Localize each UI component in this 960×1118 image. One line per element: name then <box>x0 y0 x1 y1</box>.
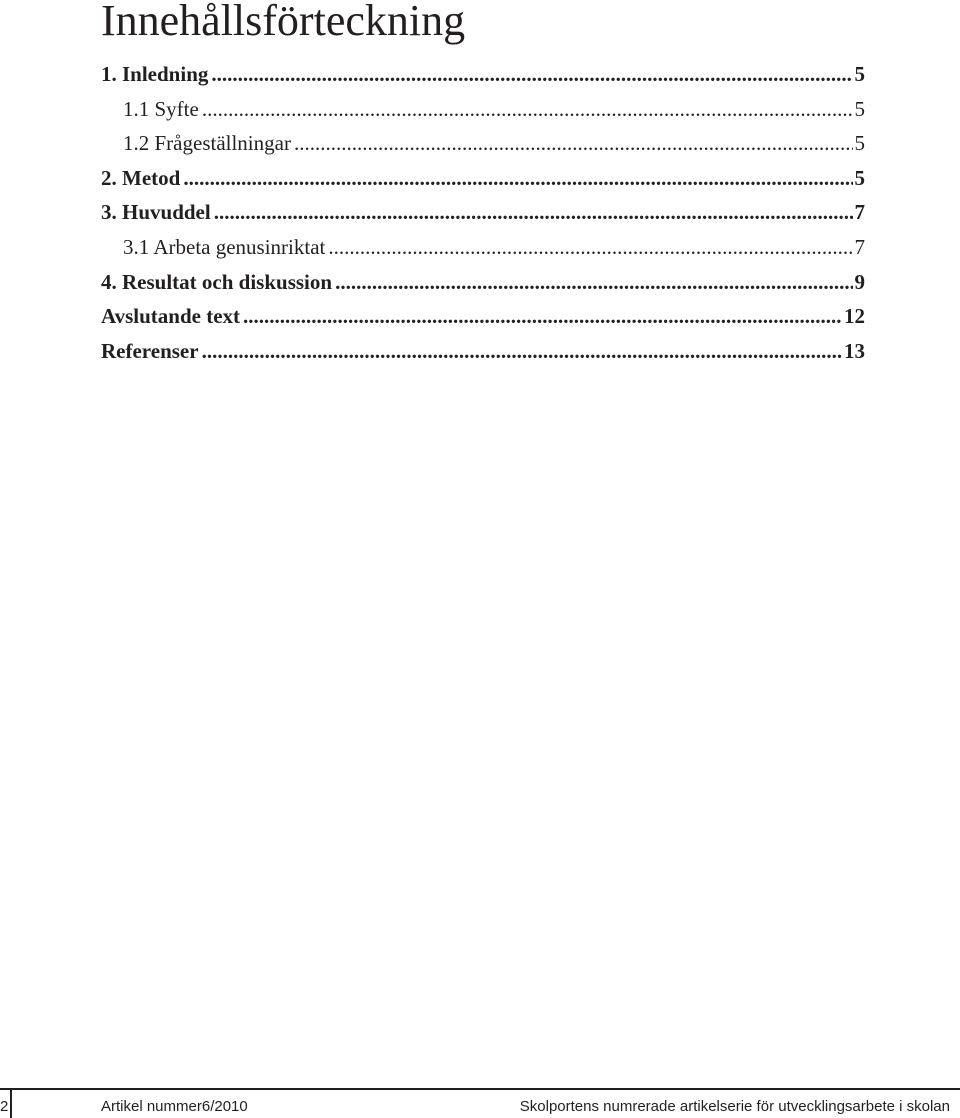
toc-entry-fragestallningar[interactable] <box>123 130 865 156</box>
toc-dot-leader <box>211 61 852 87</box>
toc-entry-metod[interactable] <box>101 165 865 191</box>
toc-entry-inledning[interactable] <box>101 61 865 87</box>
toc-entry-syfte[interactable] <box>123 96 865 122</box>
footer-divider <box>10 1090 12 1118</box>
toc-entry-label: 4. Resultat och diskussion <box>101 269 333 294</box>
toc-entry-huvuddel[interactable] <box>101 199 865 225</box>
toc-entry-page: 9 <box>854 269 865 294</box>
toc-entry-page: 5 <box>854 62 865 86</box>
toc-entry-avslutande-text[interactable] <box>101 303 865 329</box>
toc-entry-label: 3. Huvuddel <box>101 200 211 225</box>
toc-dot-leader <box>202 338 842 364</box>
toc-entry-page: 7 <box>854 200 865 225</box>
toc-dot-leader <box>328 234 852 260</box>
footer-rule <box>0 1088 960 1090</box>
toc-entry-arbeta-genusinriktat[interactable] <box>123 234 865 260</box>
toc-entry-label: Referenser <box>101 338 199 363</box>
toc-dot-leader <box>294 130 853 156</box>
toc-entry-label: 3.1 Arbeta genusinriktat <box>123 235 326 259</box>
toc-entry-page: 5 <box>854 131 865 156</box>
footer-series-title: Skolportens numrerade artikelserie för utvecklingsarbete i skolan <box>519 1098 950 1115</box>
toc-entry-page: 5 <box>854 96 865 121</box>
toc-dot-leader <box>243 303 842 329</box>
toc-entry-page: 5 <box>854 165 865 190</box>
footer-page-number: 2 <box>0 1098 9 1115</box>
toc-dot-leader <box>335 269 852 295</box>
toc-entry-page: 7 <box>854 235 865 259</box>
toc-entry-page: 13 <box>844 338 865 363</box>
toc-entry-resultat-och-diskussion[interactable] <box>101 269 865 295</box>
toc-entry-label: 1.2 Frågeställningar <box>123 131 291 156</box>
page-title: Innehållsförteckning <box>101 0 466 45</box>
toc-dot-leader <box>202 96 853 122</box>
toc-entry-page: 12 <box>844 304 865 329</box>
toc-entry-label: 1.1 Syfte <box>123 96 199 121</box>
toc-entry-label: 2. Metod <box>101 165 181 190</box>
footer-article-number: Artikel nummer6/2010 <box>101 1098 248 1115</box>
toc-entry-referenser[interactable] <box>101 338 865 364</box>
toc-entry-label: 1. Inledning <box>101 62 209 86</box>
toc-dot-leader <box>214 199 853 225</box>
toc-entry-label: Avslutande text <box>101 304 241 329</box>
toc-dot-leader <box>183 165 852 191</box>
